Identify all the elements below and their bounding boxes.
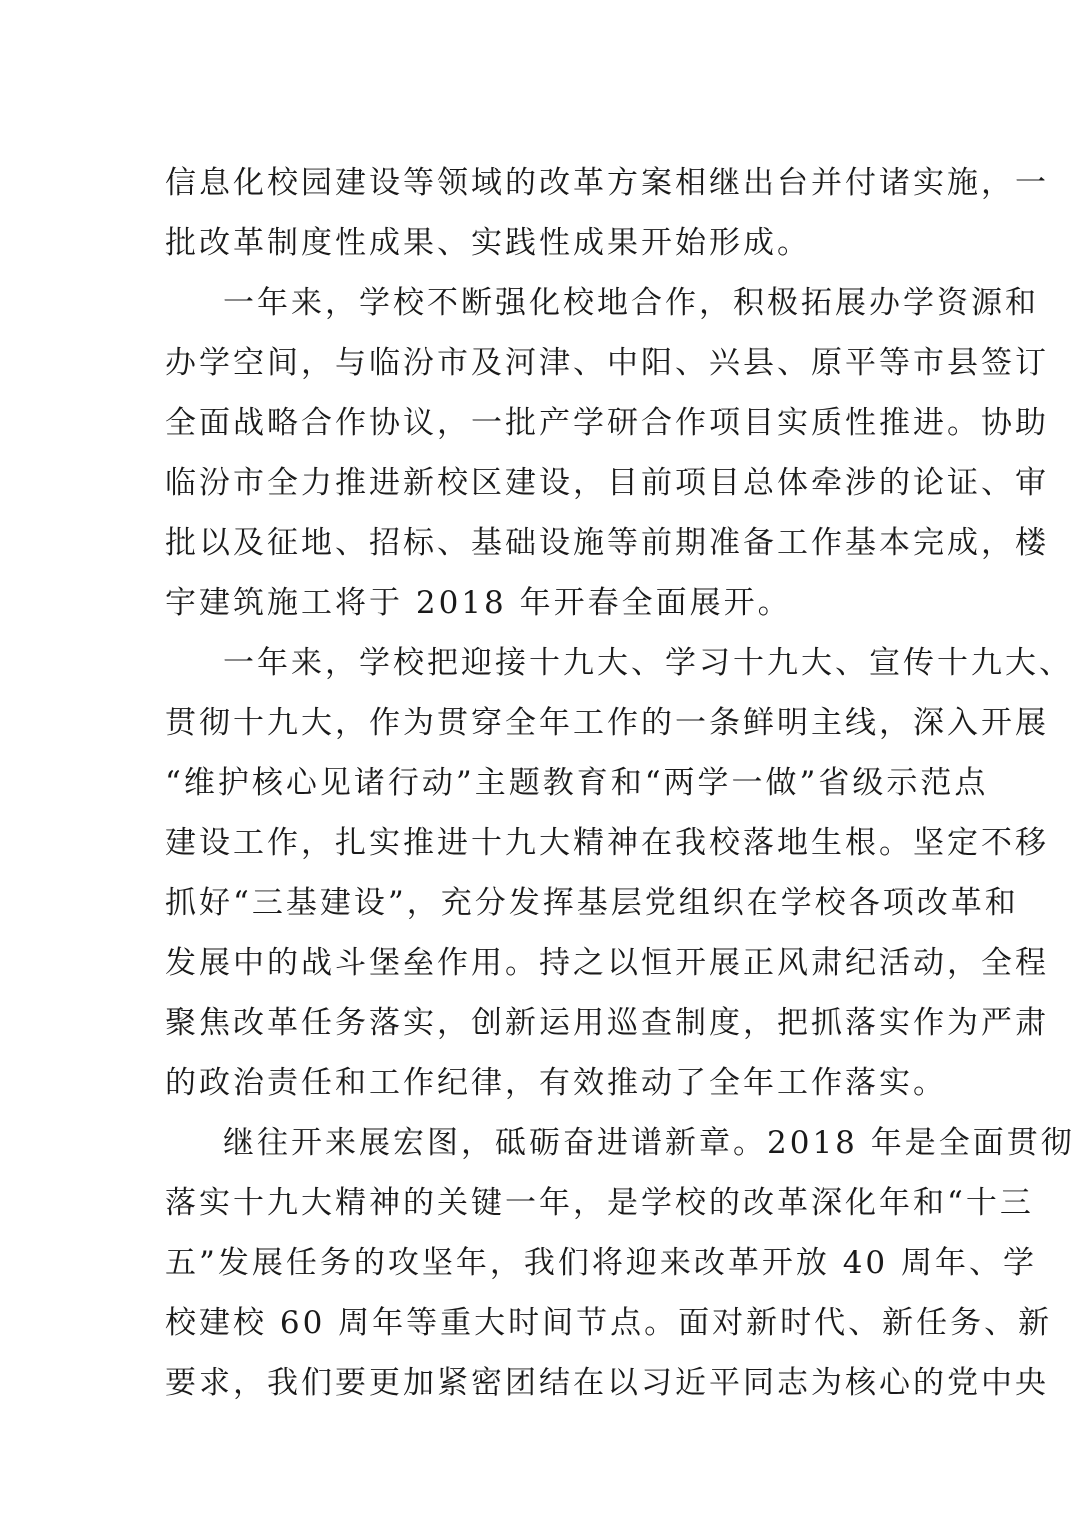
text-line: 落实十九大精神的关键一年，是学校的改革深化年和“十三 (165, 1185, 1034, 1221)
text-line: 要求，我们要更加紧密团结在以习近平同志为核心的党中央 (165, 1365, 1049, 1401)
text-line: 五”发展任务的攻坚年，我们将迎来改革开放 40 周年、学 (165, 1245, 1037, 1281)
text-line: 建设工作，扎实推进十九大精神在我校落地生根。坚定不移 (165, 825, 1049, 861)
text-line: 批改革制度性成果、实践性成果开始形成。 (165, 225, 811, 261)
paragraph-3 (165, 633, 1073, 1113)
text-line: 继往开来展宏图，砥砺奋进谱新章。2018 年是全面贯彻 (223, 1125, 1075, 1161)
text-line: 办学空间，与临汾市及河津、中阳、兴县、原平等市县签订 (165, 345, 1049, 381)
paragraph-2 (165, 273, 1049, 633)
paragraph-1 (165, 153, 1049, 273)
text-line: 一年来，学校把迎接十九大、学习十九大、宣传十九大、 (223, 645, 1073, 681)
text-line: “维护核心见诸行动”主题教育和“两学一做”省级示范点 (165, 765, 989, 801)
paragraph-4 (165, 1113, 1075, 1413)
text-line: 一年来，学校不断强化校地合作，积极拓展办学资源和 (223, 285, 1039, 321)
text-line: 批以及征地、招标、基础设施等前期准备工作基本完成，楼 (165, 525, 1049, 561)
text-line: 的政治责任和工作纪律，有效推动了全年工作落实。 (165, 1065, 947, 1101)
text-line: 全面战略合作协议，一批产学研合作项目实质性推进。协助 (165, 405, 1049, 441)
text-line: 贯彻十九大，作为贯穿全年工作的一条鲜明主线，深入开展 (165, 705, 1049, 741)
document-body (165, 153, 1075, 1413)
text-line: 聚焦改革任务落实，创新运用巡查制度，把抓落实作为严肃 (165, 1005, 1049, 1041)
text-line: 发展中的战斗堡垒作用。持之以恒开展正风肃纪活动，全程 (165, 945, 1049, 981)
text-line: 临汾市全力推进新校区建设，目前项目总体牵涉的论证、审 (165, 465, 1049, 501)
text-line: 抓好“三基建设”，充分发挥基层党组织在学校各项改革和 (165, 885, 1019, 921)
text-line: 宇建筑施工将于 2018 年开春全面展开。 (165, 585, 792, 621)
text-line: 信息化校园建设等领域的改革方案相继出台并付诸实施，一 (165, 165, 1049, 201)
text-line: 校建校 60 周年等重大时间节点。面对新时代、新任务、新 (165, 1305, 1053, 1341)
